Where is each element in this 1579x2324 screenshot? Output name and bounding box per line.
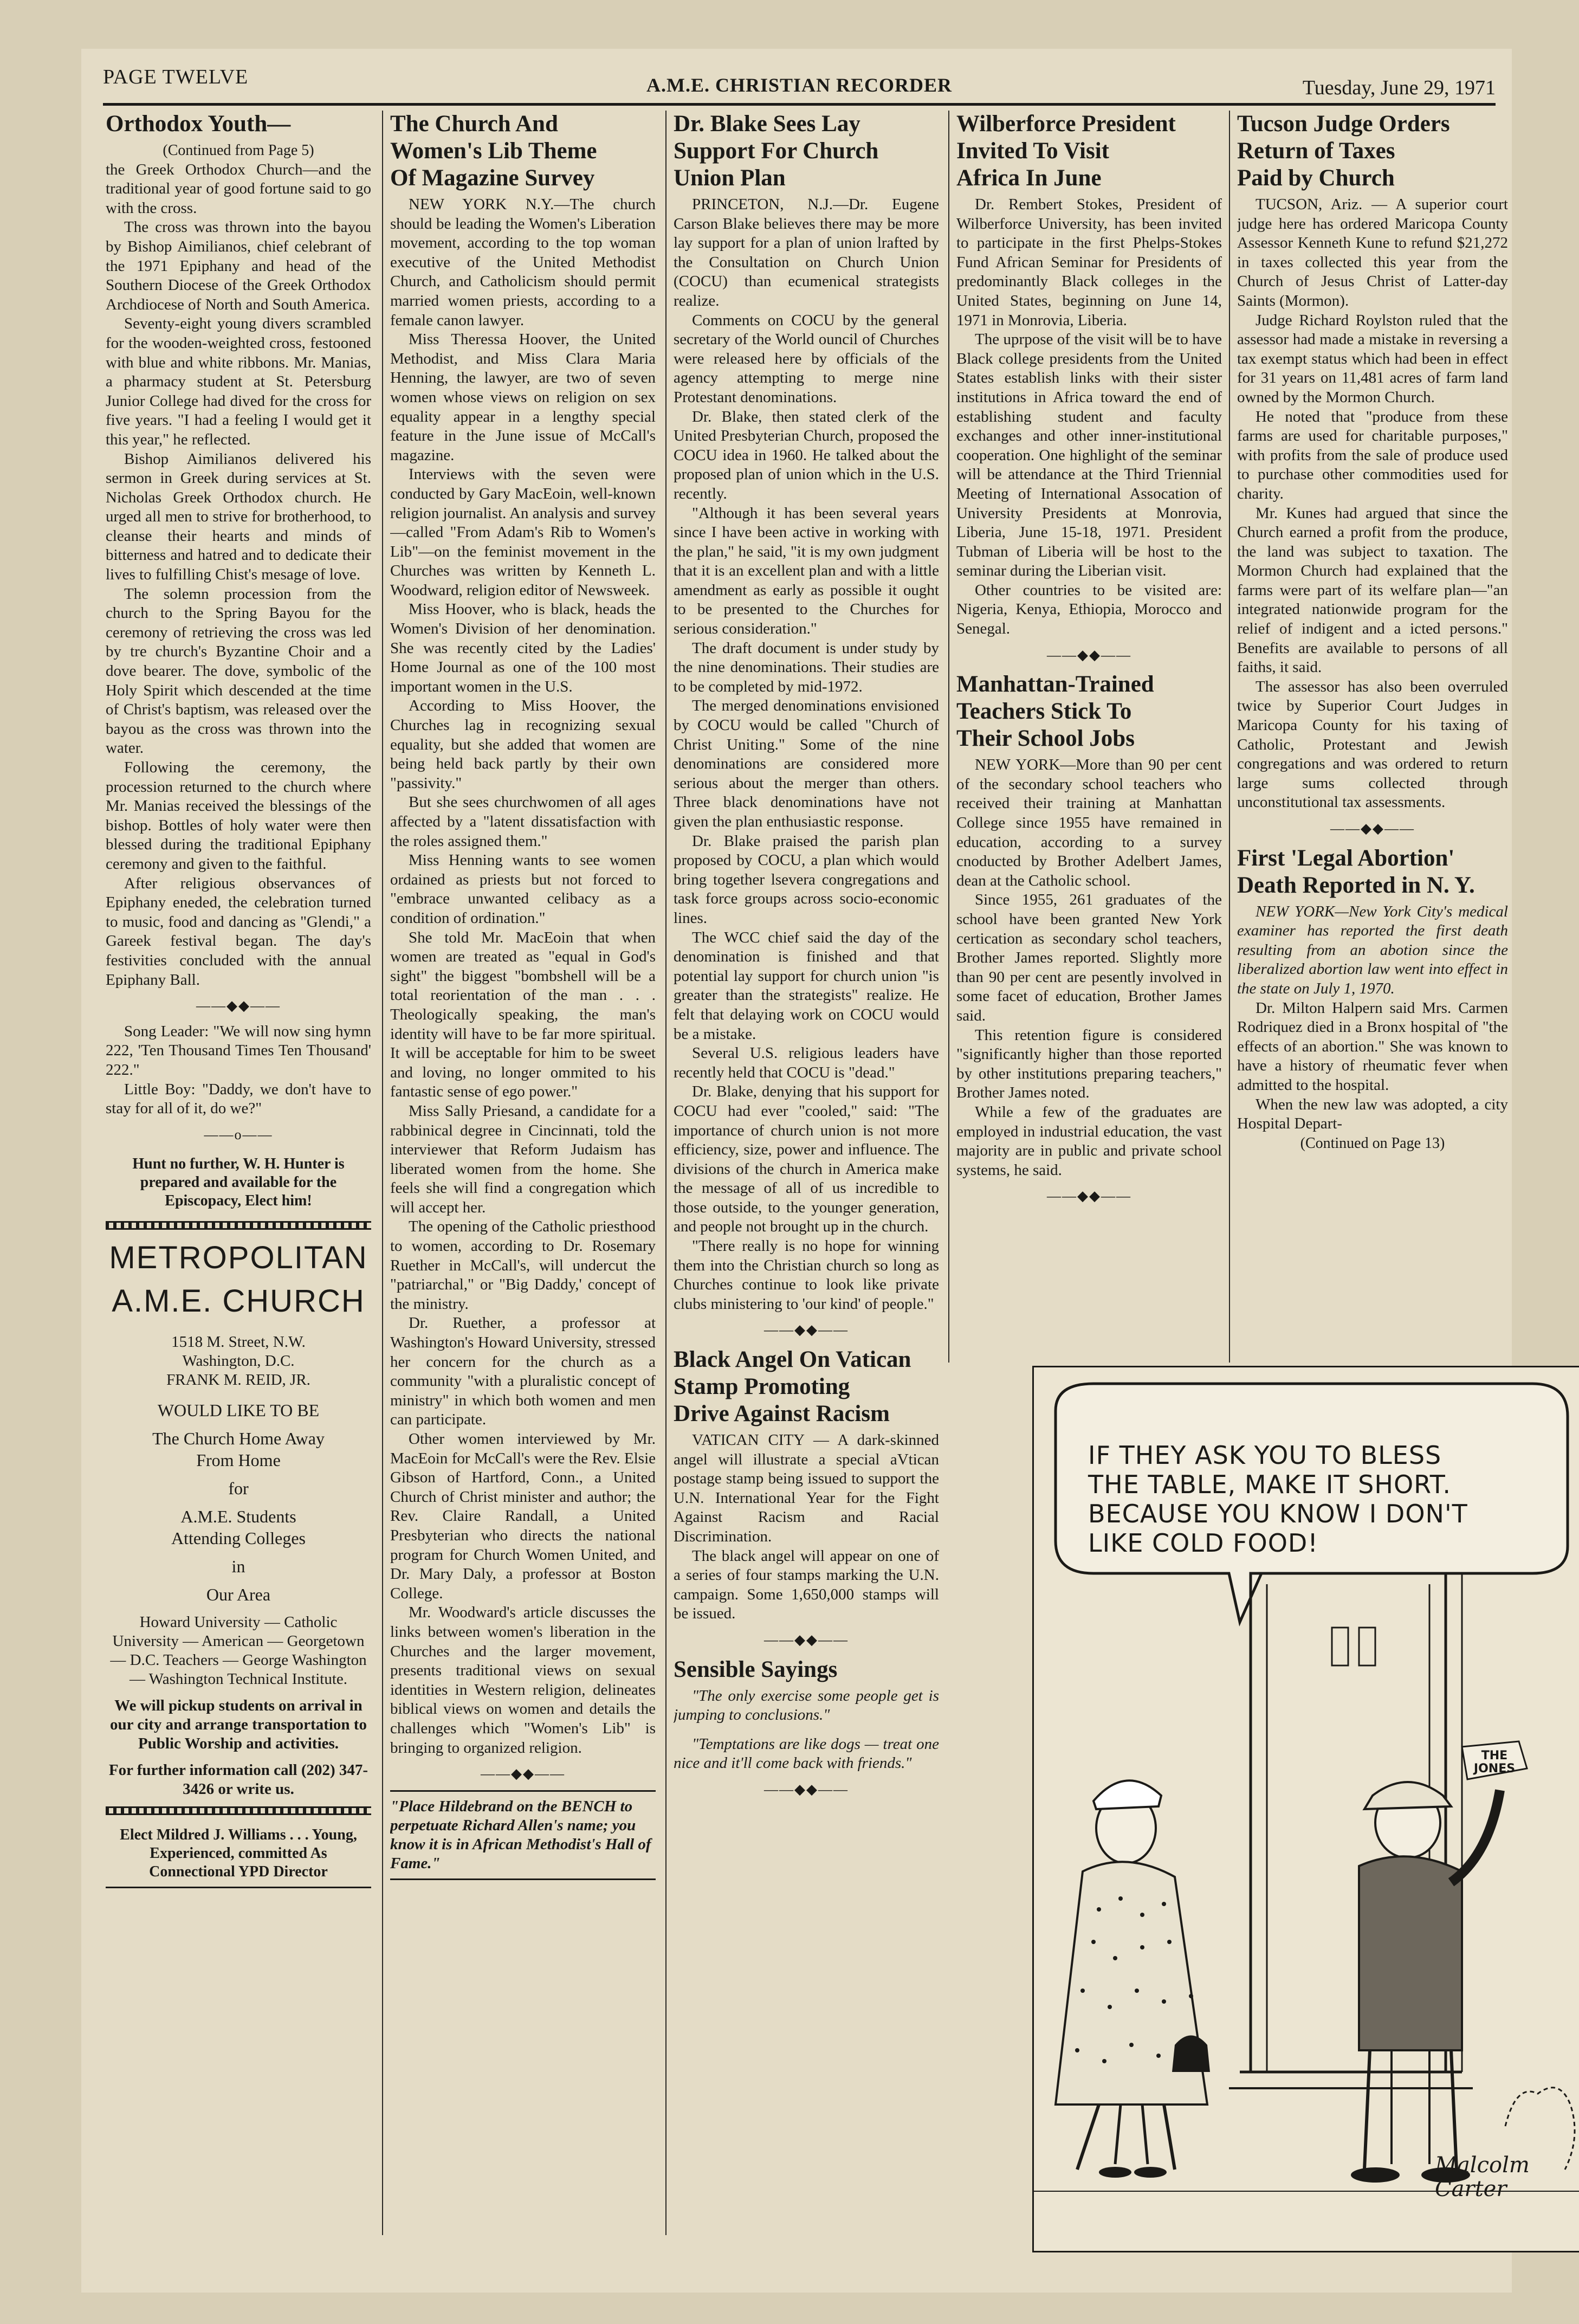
headline-wilberforce: Wilberforce President Invited To Visit Africa In June <box>956 111 1176 191</box>
address-line: 1518 M. Street, N.W. <box>171 1333 306 1351</box>
paragraph: VATICAN CITY — A dark-skinned angel will illustrate a special aVtican postage stamp being issued to support the U.N. International Year for the Fight Against Racism and Racial Discrimination. <box>674 1431 939 1545</box>
students-line: A.M.E. Students <box>180 1507 296 1527</box>
paragraph: The black angel will appear on one of a series of four stamps marking the U.N. campaign. Some 1,650,000 stamps will be issued. <box>674 1547 939 1623</box>
newspaper-page <box>81 49 1530 2293</box>
paragraph: The draft document is under study by the nine denominations. Their studies are to be completed by mid-1972. <box>674 639 939 695</box>
pastor-name: FRANK M. REID, JR. <box>166 1371 310 1389</box>
headline-manhattan-teachers: Manhattan-Trained Teachers Stick To Their School Jobs <box>956 672 1154 752</box>
ornament-border <box>106 1806 371 1815</box>
separator-ornament: ——◆◆—— <box>1330 821 1415 836</box>
paragraph: NEW YORK N.Y.—The church should be leading the Women's Liberation movement, according to the top woman executive of the United Methodist Church, and Catholicism should permit married women priests, according to a female canon lawyer. <box>390 196 656 329</box>
continued-note: (Continued on Page 13) <box>1300 1134 1445 1152</box>
church-home-line: The Church Home Away <box>152 1429 325 1449</box>
students-text <box>106 1506 371 1549</box>
separator-ornament: ——◆◆—— <box>1047 647 1131 663</box>
metropolitan-title: METROPOLITAN <box>109 1240 368 1276</box>
door-sign <box>1465 1750 1524 1776</box>
area-text: Our Area <box>206 1585 271 1605</box>
signature-line: Carter <box>1435 2177 1507 2202</box>
paragraph: After religious observances of Epiphany eneded, the celebration turned to music, food and dancing as "Glendi," a Gareek festival began. The day's festivities concluded with the annual Epiphany Ball. <box>106 874 371 989</box>
paragraph: Mr. Woodward's article discusses the links between women's liberation in the Churches and the larger movement, presents traditional views on sexual identities in Western religion, delineates biblical views on women and details the challenges which "Women's Lib" is bringing to organized religion. <box>390 1604 656 1757</box>
masthead-rule <box>103 103 1496 106</box>
saying: "The only exercise some people get is jumping to conclusions." <box>674 1687 939 1724</box>
paragraph: The opening of the Catholic priesthood to women, according to Dr. Rosemary Ruether in McCall's, will undercut the "patriarchal," or "Big Daddy,' concept of the ministry. <box>390 1218 656 1313</box>
joke-line: Little Boy: "Daddy, we don't have to stay for all of it, do we?" <box>106 1080 371 1118</box>
column-1 <box>106 111 371 2241</box>
column-5 <box>1237 111 1508 1357</box>
paragraph: "Although it has been several years since I have been active in working with the plan," he said, "it is my own judgment that it is an excellent plan and with a little amendment as early as possible it ought to be presented to the Churches for serious consideration." <box>674 504 939 638</box>
paragraph: Dr. Ruether, a professor at Washington's Howard University, stressed her concern for the church as a community "with a pluralistic concept of ministry" in which both women and men can participate. <box>390 1314 656 1429</box>
paragraph: Dr. Blake praised the parish plan proposed by COCU, a plan which would bring together lsevera congregations and task force groups across socio-economic lines. <box>674 832 939 927</box>
door-sign-line: THE <box>1481 1749 1508 1763</box>
students-line: Attending Colleges <box>171 1528 306 1548</box>
paragraph: He noted that "produce from these farms are used for charitable purposes," with profits from the sale of produce used to purchase other commodities used for charity. <box>1237 408 1508 502</box>
paragraph: Since 1955, 261 graduates of the school have been granted New York certication as secondary schol teachers, Brother James reported. Slightly more than 90 per cent are pesently involved in some facet of education, Brother James said. <box>956 891 1222 1024</box>
masthead <box>103 61 1496 99</box>
paragraph: Miss Sally Priesand, a candidate for a rabbinical degree in Cincinnati, told the interviewer that Reform Judaism has liberated women from the home. She feels she will find a congregation which will accept her. <box>390 1102 656 1216</box>
separator-ornament: ——o—— <box>204 1126 273 1142</box>
paragraph: Dr. Milton Halpern said Mrs. Carmen Rodriquez died in a Bronx hospital of "the effects of an abortion." She was known to have a history of rheumatic fever when admitted to the hospital. <box>1237 999 1508 1094</box>
column-rule <box>382 111 383 2235</box>
balloon-line: LIKE COLD FOOD! <box>1088 1528 1318 1558</box>
williams-ad: Elect Mildred J. Williams . . . Young, Experienced, committed As Connectional YPD Director <box>106 1826 371 1888</box>
column-2 <box>390 111 656 2241</box>
paragraph: Seventy-eight young divers scrambled for the wooden-weighted cross, festooned with blue and white ribbons. Mr. Manias, a pharmacy student at St. Petersburg Junior College had dived for the cross for five years. "I had a feeling I would get it this year," he reflected. <box>106 315 371 448</box>
church-title: A.M.E. CHURCH <box>112 1283 365 1319</box>
joke-line: Song Leader: "We will now sing hymn 222, 'Ten Thousand Times Ten Thousand' 222." <box>106 1022 371 1079</box>
paragraph: While a few of the graduates are employed in industrial education, the vast majority are in public and private school systems, he said. <box>956 1103 1222 1179</box>
for-text: for <box>228 1479 249 1499</box>
hunter-ad: Hunt no further, W. H. Hunter is prepared and available for the Episcopacy, Elect him! <box>132 1155 345 1210</box>
paragraph: Bishop Aimilianos delivered his sermon in Greek during services at St. Nicholas Greek Orthodox church. He urged all men to strive for brotherhood, to cleanse their hearts and minds of bitterness and hatred and to dedicate their lives to fulfilling Chist's mesage of love. <box>106 450 371 584</box>
headline-sensible-sayings: Sensible Sayings <box>674 1656 838 1682</box>
headline-legal-abortion: First 'Legal Abortion' Death Reported in N. Y. <box>1237 845 1475 898</box>
paragraph: The uprpose of the visit will be to have Black college presidents from the United States establish links with their sister institutions in Africa toward the end of establishing student and faculty exchanges and other inner-institutional cooperation. One highlight of the seminar will be attendance at the Third Triennial Meeting of International Assocation of University Presidents at Monrovia, Liberia, June 15-18, 1971. President Tubman of Liberia will be host to the seminar during the Liberian visit. <box>956 331 1222 580</box>
paragraph: The assessor has also been overruled twice by Superior Court Judges in Maricopa County for his taxing of Catholic, Protestant and Jewish congregations and was ordered to return large sums collected through unconstitutional tax assessments. <box>1237 677 1508 811</box>
balloon-line: THE TABLE, MAKE IT SHORT. <box>1088 1470 1452 1499</box>
paragraph: NEW YORK—More than 90 per cent of the secondary school teachers who received their training at Manhattan College since 1955 have remained in education, according to a survey cnoducted by Brother Adelbert James, dean at the Catholic school. <box>956 756 1222 889</box>
paragraph: Following the ceremony, the procession returned to the church where Mr. Manias received the blessings of the bishop. Bottles of holy water were then blessed during the traditional Epiphany ceremony and given to the faithful. <box>106 759 371 873</box>
separator-ornament: ——◆◆—— <box>764 1781 849 1797</box>
paragraph: Dr. Rembert Stokes, President of Wilberforce University, has been invited to participate in the first Phelps-Stokes Fund African Seminar for Presidents of predominantly Black colleges in the United States, beginning on June 14, 1971 in Monrovia, Liberia. <box>956 196 1222 329</box>
paragraph: Dr. Blake, then stated clerk of the United Presbyterian Church, proposed the COCU idea in 1960. He talked about the proposed plan of union which in the U.S. recently. <box>674 408 939 502</box>
paragraph: This retention figure is considered "significantly higher than those reported by other institutions preparing teachers," Brother James noted. <box>956 1026 1222 1102</box>
column-rule <box>665 111 666 2235</box>
separator-ornament: ——◆◆—— <box>1047 1188 1131 1204</box>
church-home-line: From Home <box>196 1450 281 1470</box>
ornament-border <box>106 1221 371 1230</box>
separator-ornament: ——◆◆—— <box>481 1766 565 1782</box>
in-text: in <box>231 1557 245 1577</box>
column-rule <box>948 111 949 1363</box>
balloon-line: IF THEY ASK YOU TO BLESS <box>1088 1441 1442 1470</box>
paragraph: PRINCETON, N.J.—Dr. Eugene Carson Blake believes there may be more lay support for a plan of union lrafted by the Consultation on Church Union (COCU) than ecumenical strategists realize. <box>674 196 939 309</box>
paragraph: When the new law was adopted, a city Hospital Depart- <box>1237 1095 1508 1133</box>
separator-ornament: ——◆◆—— <box>764 1322 849 1338</box>
address-line: Washington, D.C. <box>182 1352 295 1370</box>
church-address <box>106 1333 371 1390</box>
signature-line: Malcolm <box>1435 2153 1530 2178</box>
separator-ornament: ——◆◆—— <box>764 1631 849 1648</box>
paragraph: Miss Theressa Hoover, the United Methodist, and Miss Clara Maria Henning, the lawyer, are two of seven women whose views on religion on sex equality appear in a lengthy special feature in the June issue of McCall's magazine. <box>390 331 656 464</box>
paragraph: the Greek Orthodox Church—and the traditional year of good fortune said to go with the cross. <box>106 160 371 217</box>
headline-black-angel: Black Angel On Vatican Stamp Promoting Drive Against Racism <box>674 1347 911 1427</box>
paragraph: Judge Richard Roylston ruled that the assessor had made a mistake in reversing a tax exempt status which had been in effect for 31 years on 11,481 acres of farm land owned by the Mormon Church. <box>1237 311 1508 406</box>
paragraph: Mr. Kunes had argued that since the Church earned a profit from the produce, the land was subject to taxation. The Mormon Church had explained that the farms were part of its welfare plan—"an integrated nationwide program for the relief of indigent and a icted persons." Benefits are available to persons of all faiths, it said. <box>1237 504 1508 676</box>
would-like: WOULD LIKE TO BE <box>157 1400 320 1421</box>
newspaper-name: A.M.E. CHRISTIAN RECORDER <box>646 74 953 96</box>
hildebrand-ad: "Place Hildebrand on the BENCH to perpetuate Richard Allen's name; you know it is in African Methodist's Hall of Fame." <box>390 1790 656 1880</box>
door-sign-line: JONES <box>1473 1762 1516 1776</box>
speech-balloon-text <box>1088 1441 1511 1558</box>
schools-list: Howard University — Catholic University — American — Georgetown — D.C. Teachers — George Washington — Washington Technical Institute. <box>110 1613 367 1688</box>
cartoonist-signature <box>1435 2153 1530 2201</box>
paragraph: Miss Hoover, who is black, heads the Women's Division of her denomination. She was recently cited by the Ladies' Home Journal as one of the 100 most important women in the U.S. <box>390 601 656 695</box>
column-4 <box>956 111 1222 1357</box>
paragraph: Interviews with the seven were conducted by Gary MacEoin, well-known religion journalist. An analysis and survey—called "From Adam's Rib to Women's Lib"—on the feminist movement in the Churches was written by Kenneth L. Woodward, religion editor of Newsweek. <box>390 466 656 599</box>
paragraph: Miss Henning wants to see women ordained as priests but not forced to "embrace unwanted celibacy as a condition of ordination." <box>390 851 656 927</box>
pickup-text: We will pickup students on arrival in our city and arrange transportation to Public Worship and activities. <box>110 1697 367 1753</box>
paragraph: The merged denominations envisioned by COCU would be called "Church of Christ Uniting." Some of the nine denominations are considered more serious about the merger than others. Three black denominations have not given the plan enthusiastic response. <box>674 697 939 830</box>
paragraph: "There really is no hope for winning them into the Christian church so long as Churches continue to look like private clubs ministering to 'our kind' of people." <box>674 1237 939 1313</box>
separator-ornament: ——◆◆—— <box>196 998 281 1014</box>
paragraph: The WCC chief said the day of the denomination is finished and that potential lay support for church union "is greater than the strategists" realize. He felt that delaying work on COCU would be a mistake. <box>674 928 939 1043</box>
cartoon-panel <box>1032 1366 1579 2252</box>
church-home <box>106 1428 371 1471</box>
paragraph: Comments on COCU by the general secretary of the World ouncil of Churches were released here by officials of the agency attempting to merge nine Protestant denominations. <box>674 311 939 406</box>
info-text: For further information call (202) 347-3426 or write us. <box>108 1761 368 1798</box>
paragraph: The solemn procession from the church to the Spring Bayou for the ceremony of retrieving the cross was led by tre church's Byzantine Choir and a dove bearer. The dove, symbolic of the Holy Spirit which descended at the time of Christ's baptism, was released over the bayou as the cross was thrown into the water. <box>106 585 371 757</box>
paragraph: Several U.S. religious leaders have recently held that COCU is "dead." <box>674 1044 939 1081</box>
paragraph: But she sees churchwomen of all ages affected by a "latent dissatisfaction with the roles assigned them." <box>390 793 656 850</box>
paragraph: Dr. Blake, denying that his support for COCU had ever "cooled," said: "The importance of church union is not more efficiency, size, power and influence. The divisions of the church in America make the message of all of us incredible to those outside, to the younger generation, and people not brought up in the church. <box>674 1083 939 1236</box>
paragraph: Other countries to be visited are: Nigeria, Kenya, Ethiopia, Morocco and Senegal. <box>956 581 1222 638</box>
paragraph: Other women interviewed by Mr. MacEoin for McCall's were the Rev. Elsie Gibson of Hartford, Conn., a United Church of Christ minister and author; the Rev. Claire Randall, a United Presbyterian who directs the national program for Church Women United, and Dr. Mary Daly, a professor at Boston College. <box>390 1430 656 1602</box>
continued-note: (Continued from Page 5) <box>163 142 314 159</box>
paragraph: The cross was thrown into the bayou by Bishop Aimilianos, chief celebrant of the 1971 Epiphany and head of the Southern Diocese of the Greek Orthodox Archdiocese of North and South America. <box>106 218 371 313</box>
balloon-line: BECAUSE YOU KNOW I DON'T <box>1088 1499 1468 1528</box>
headline-dr-blake: Dr. Blake Sees Lay Support For Church Union Plan <box>674 111 879 191</box>
column-3 <box>674 111 939 2241</box>
column-rule <box>1229 111 1230 1363</box>
paragraph: According to Miss Hoover, the Churches lag in recognizing sexual equality, but she added that women are being held back partly by their own "passivity." <box>390 697 656 792</box>
headline-womens-lib: The Church And Women's Lib Theme Of Magazine Survey <box>390 111 597 191</box>
paragraph: NEW YORK—New York City's medical examiner has reported the first death resulting from an abotion since the liberalized abortion law went into effect in the state on July 1, 1970. <box>1237 902 1508 997</box>
issue-date: Tuesday, June 29, 1971 <box>1302 76 1496 99</box>
headline-tucson-judge: Tucson Judge Orders Return of Taxes Paid by Church <box>1237 111 1450 191</box>
page-number: PAGE TWELVE <box>103 66 249 88</box>
headline-orthodox-youth: Orthodox Youth— <box>106 111 291 137</box>
paragraph: TUCSON, Ariz. — A superior court judge here has ordered Maricopa County Assessor Kenneth Kune to refund $21,272 in taxes collected this year from the Church of Jesus Christ of Latter-day Saints (Mormon). <box>1237 196 1508 309</box>
saying: "Temptations are like dogs — treat one nice and it'll come back with friends." <box>674 1735 939 1772</box>
paragraph: She told Mr. MacEoin that when women are treated as "equal in God's sight" the biggest "bombshell will be a total reorientation of the man . . . Theologically speaking, the man's identity will have to be far more spiritual. It will be acceptable for him to be sweet and loving, no longer ommited to his fantastic sense of ego power." <box>390 928 656 1101</box>
